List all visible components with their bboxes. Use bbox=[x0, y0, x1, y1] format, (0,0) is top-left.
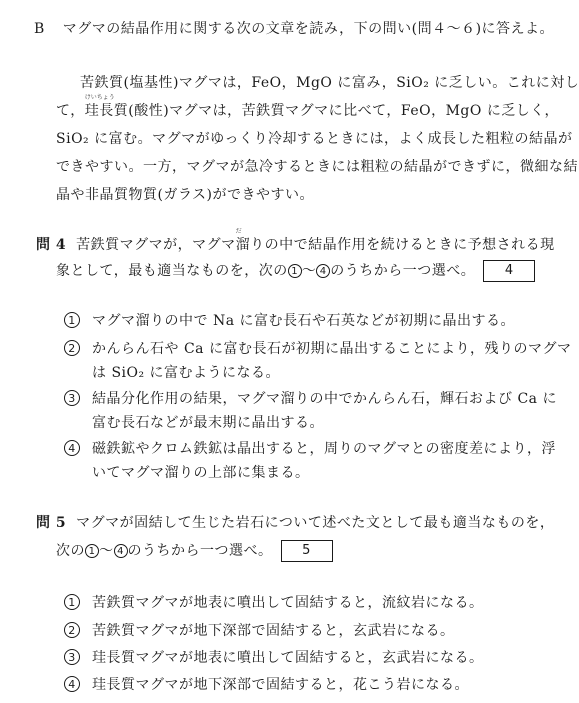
q4-choice-1: 1 マグマ溜りの中で Na に富む長石や石英などが初期に晶出する。 bbox=[64, 310, 515, 330]
answer-box-q5: 5 bbox=[281, 540, 333, 562]
ruby-term-damari: だ 溜 bbox=[235, 228, 251, 253]
q5-line-2: 次の 1 ～ 4 のうちから一つ選べ。 5 bbox=[56, 540, 333, 562]
q5-choice-2: 2 苦鉄質マグマが地下深部で固結すると，玄武岩になる。 bbox=[64, 620, 455, 640]
q4-choice-4-cont: いてマグマ溜りの上部に集まる。 bbox=[92, 465, 310, 481]
q4-line-1: 問 4 苦鉄質マグマが，マグマ だ 溜りの中で結晶作用を続けるときに予想される現 bbox=[36, 228, 555, 253]
q4-label: 問 4 bbox=[36, 237, 67, 253]
circled-number: 4 bbox=[316, 264, 330, 278]
section-instruction: マグマの結晶作用に関する次の文章を読み，下の問い(問４～６)に答えよ。 bbox=[62, 21, 555, 37]
answer-box-q4: 4 bbox=[483, 260, 535, 282]
passage-line-5: 晶や非晶質物質(ガラス)ができやすい。 bbox=[56, 187, 315, 203]
choice-number: 3 bbox=[64, 390, 80, 406]
q5-choice-3: 3 珪長質マグマが地表に噴出して固結すると，玄武岩になる。 bbox=[64, 647, 484, 667]
circled-number: 1 bbox=[85, 544, 99, 558]
section-label: B bbox=[34, 21, 45, 37]
passage-line-4: できやすい。一方，マグマが急冷するときには粗粒の結晶ができずに，微細な結 bbox=[56, 159, 578, 175]
q4-choice-3-cont: 富む長石などが最末期に晶出する。 bbox=[92, 415, 324, 431]
choice-number: 2 bbox=[64, 622, 80, 638]
passage-line-2: て， けいちょう 珪長質(酸性)マグマは，苦鉄質マグマに比べて，FeO，MgO に乏しく， bbox=[56, 94, 560, 119]
section-header bbox=[34, 18, 554, 38]
choice-number: 1 bbox=[64, 312, 80, 328]
q5-choice-4: 4 珪長質マグマが地下深部で固結すると，花こう岩になる。 bbox=[64, 674, 469, 694]
choice-number: 2 bbox=[64, 340, 80, 356]
passage-line-3: SiO₂ に富む。マグマがゆっくり冷却するときには，よく成長した粗粒の結晶が bbox=[56, 131, 573, 147]
passage-line-1: 苦鉄質(塩基性)マグマは，FeO，MgO に富み，SiO₂ に乏しい。これに対し bbox=[80, 75, 579, 91]
choice-number: 4 bbox=[64, 676, 80, 692]
q5-choice-1: 1 苦鉄質マグマが地表に噴出して固結すると，流紋岩になる。 bbox=[64, 592, 484, 612]
q4-choice-4: 4 磁鉄鉱やクロム鉄鉱は晶出すると，周りのマグマとの密度差により，浮 bbox=[64, 438, 556, 458]
choice-number: 3 bbox=[64, 649, 80, 665]
q4-choice-2-cont: は SiO₂ に富むようになる。 bbox=[92, 365, 281, 381]
q5-label: 問 5 bbox=[36, 515, 67, 531]
circled-number: 4 bbox=[114, 544, 128, 558]
ruby-term-keichoshitsu: けいちょう 珪長質 bbox=[84, 94, 129, 119]
q4-line-2: 象として，最も適当なものを，次の 1 ～ 4 のうちから一つ選べ。 4 bbox=[56, 260, 535, 282]
choice-number: 4 bbox=[64, 440, 80, 456]
circled-number: 1 bbox=[288, 264, 302, 278]
choice-number: 1 bbox=[64, 594, 80, 610]
q4-choice-3: 3 結晶分化作用の結果，マグマ溜りの中でかんらん石，輝石および Ca に bbox=[64, 388, 557, 408]
q5-line-1: 問 5 マグマが固結して生じた岩石について述べた文として最も適当なものを， bbox=[36, 515, 555, 531]
q4-choice-2: 2 かんらん石や Ca に富む長石が初期に晶出することにより，残りのマグマ bbox=[64, 338, 571, 358]
